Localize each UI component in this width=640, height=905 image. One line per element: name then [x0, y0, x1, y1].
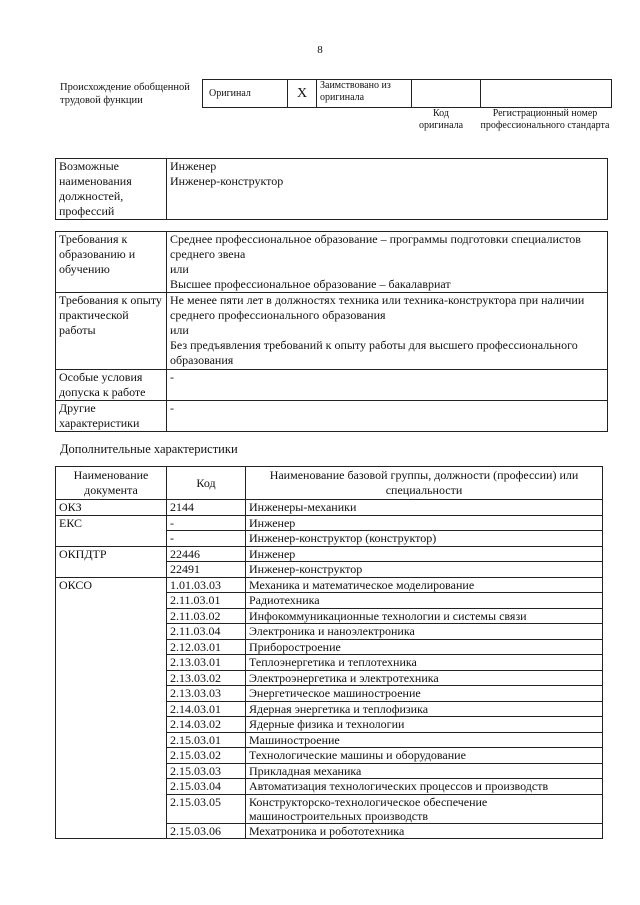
original-cell: Оригинал — [203, 80, 288, 108]
row-name: Мехатроника и робототехника — [246, 823, 603, 839]
row-name: Конструкторско-технологическое обеспечение машиностроительных производств — [246, 794, 603, 823]
requirement-line: Высшее профессиональное образование – бакалавриат — [170, 277, 451, 291]
row-name: Радиотехника — [246, 593, 603, 609]
positions-value — [167, 159, 608, 220]
row-name: Ядерные физика и технологии — [246, 717, 603, 733]
positions-label: Возможные наименования должностей, профессий — [56, 159, 167, 220]
doc-okz: ОКЗ — [56, 500, 167, 516]
registration-number-cell — [481, 80, 612, 108]
row-name: Прикладная механика — [246, 763, 603, 779]
row-code: 2.15.03.04 — [167, 779, 246, 795]
doc-okpdtr: ОКПДТР — [56, 546, 167, 577]
row-name: Автоматизация технологических процессов и производств — [246, 779, 603, 795]
other-label: Другие характеристики — [56, 401, 167, 432]
origin-table — [202, 79, 612, 108]
row-code: 2.11.03.01 — [167, 593, 246, 609]
row-name: Инженер-конструктор — [246, 562, 603, 578]
row-name: Ядерная энергетика и теплофизика — [246, 701, 603, 717]
header-name: Наименование базовой группы, должности (профессии) или специальности — [246, 467, 603, 500]
row-name: Технологические машины и оборудование — [246, 748, 603, 764]
row-name: Теплоэнергетика и теплотехника — [246, 655, 603, 671]
row-code: 2.15.03.02 — [167, 748, 246, 764]
doc-eks: ЕКС — [56, 515, 167, 546]
doc-okso: ОКСО — [56, 577, 167, 839]
row-code: 2.13.03.03 — [167, 686, 246, 702]
row-name: Механика и математическое моделирование — [246, 577, 603, 593]
admission-label: Особые условия допуска к работе — [56, 370, 167, 401]
original-mark: X — [288, 80, 317, 108]
row-name: Инженер — [246, 515, 603, 531]
requirement-line: Среднее профессиональное образование – программы подготовки специалистов среднего звена — [170, 232, 581, 261]
original-code-cell — [412, 80, 481, 108]
row-code: - — [167, 531, 246, 547]
header-code: Код — [167, 467, 246, 500]
row-code: - — [167, 515, 246, 531]
row-name: Инфокоммуникационные технологии и системы связи — [246, 608, 603, 624]
row-code: 22446 — [167, 546, 246, 562]
experience-label: Требования к опыту практической работы — [56, 293, 167, 370]
requirement-line: или — [170, 323, 189, 337]
row-code: 2.11.03.02 — [167, 608, 246, 624]
row-code: 2144 — [167, 500, 246, 516]
row-code: 22491 — [167, 562, 246, 578]
row-code: 2.15.03.06 — [167, 823, 246, 839]
row-code: 2.14.03.01 — [167, 701, 246, 717]
additional-table — [55, 466, 603, 839]
row-name: Энергетическое машиностроение — [246, 686, 603, 702]
row-name: Электроника и наноэлектроника — [246, 624, 603, 640]
additional-title: Дополнительные характеристики — [60, 442, 238, 456]
row-name: Машиностроение — [246, 732, 603, 748]
row-name: Инженеры-механики — [246, 500, 603, 516]
position-item: Инженер — [170, 159, 217, 173]
code-caption: Код оригинала — [418, 108, 464, 131]
row-name: Приборостроение — [246, 639, 603, 655]
row-code: 1.01.03.03 — [167, 577, 246, 593]
position-item: Инженер-конструктор — [170, 174, 284, 188]
requirements-table — [55, 231, 608, 432]
requirement-line: Не менее пяти лет в должностях техника или техника-конструктора при наличии среднего профессионального образования — [170, 293, 585, 322]
education-value — [167, 232, 608, 293]
positions-table — [55, 158, 608, 220]
requirement-line: или — [170, 262, 189, 276]
admission-value: - — [167, 370, 608, 401]
row-code: 2.11.03.04 — [167, 624, 246, 640]
row-code: 2.15.03.05 — [167, 794, 246, 823]
registration-caption: Регистрационный номер профессионального стандарта — [480, 108, 610, 131]
experience-value — [167, 293, 608, 370]
row-code: 2.15.03.03 — [167, 763, 246, 779]
row-name: Инженер-конструктор (конструктор) — [246, 531, 603, 547]
row-code: 2.12.03.01 — [167, 639, 246, 655]
requirement-line: Без предъявления требований к опыту работы для высшего профессионального образования — [170, 338, 578, 367]
row-name: Инженер — [246, 546, 603, 562]
borrowed-cell: Заимствовано из оригинала — [317, 80, 412, 108]
origin-label: Происхождение обобщенной трудовой функции — [60, 82, 190, 106]
row-code: 2.13.03.01 — [167, 655, 246, 671]
header-document: Наименование документа — [56, 467, 167, 500]
row-code: 2.13.03.02 — [167, 670, 246, 686]
row-name: Электроэнергетика и электротехника — [246, 670, 603, 686]
page-number: 8 — [317, 44, 323, 56]
other-value: - — [167, 401, 608, 432]
row-code: 2.15.03.01 — [167, 732, 246, 748]
row-code: 2.14.03.02 — [167, 717, 246, 733]
education-label: Требования к образованию и обучению — [56, 232, 167, 293]
